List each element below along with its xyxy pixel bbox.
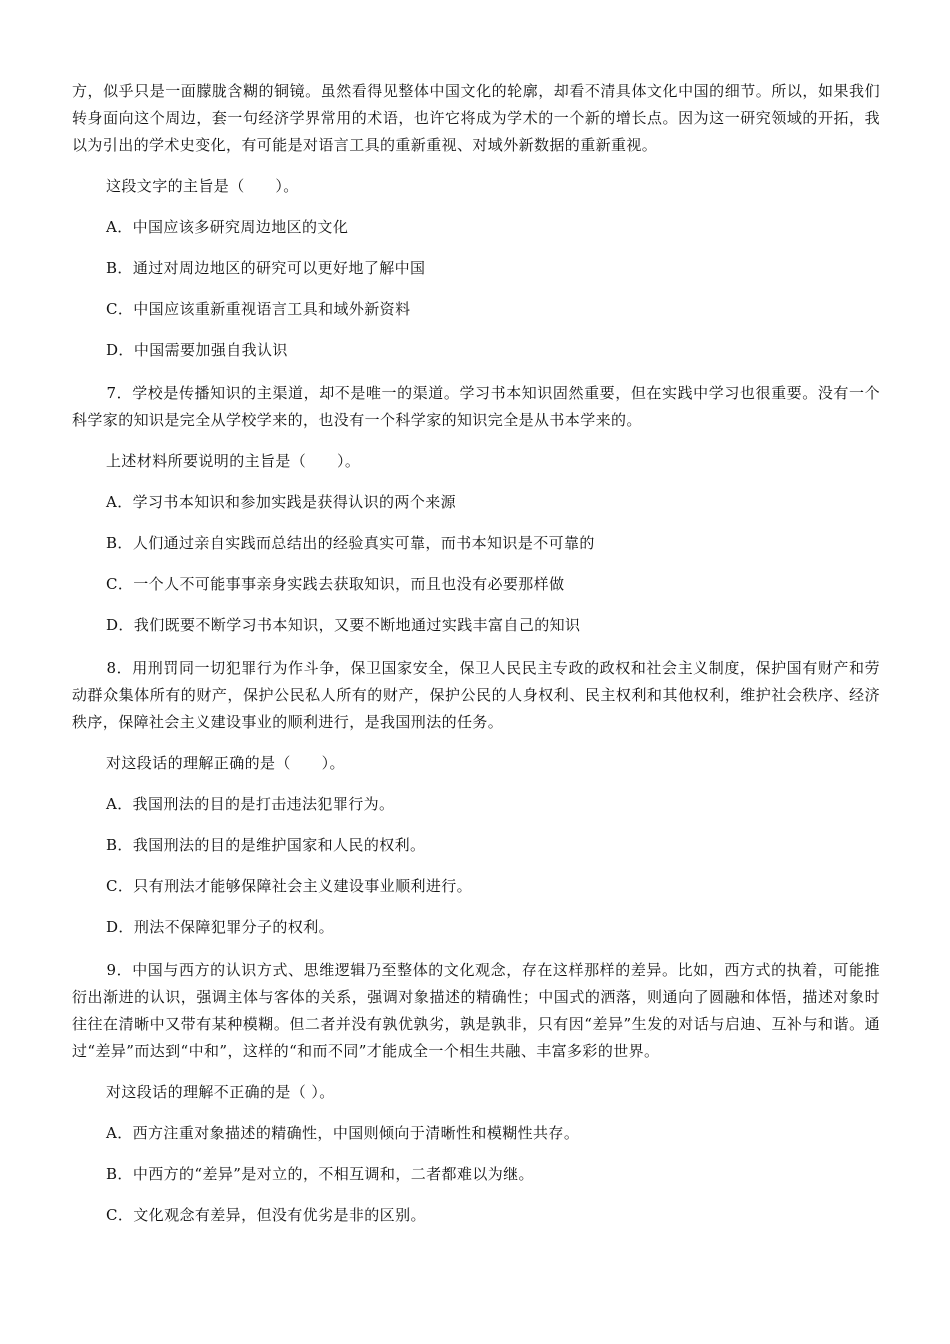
q9-passage: 9．中国与西方的认识方式、思维逻辑乃至整体的文化观念，存在这样那样的差异。比如，西方式的执着，可能推衍出渐进的认识，强调主体与客体的关系，强调对象描述的精确性；中国式的洒落，则通向了圆融和体悟，描述对象时往往在清晰中又带有某种模糊。但二者并没有孰优孰劣，孰是孰非，只有因“差异”生发的对话与启迪、互补与和谐。通过“差异”而达到“中和”，这样的“和而不同”才能成全一个相生共融、丰富多彩的世界。: [72, 961, 880, 1060]
q7-option-b: B．人们通过亲自实践而总结出的经验真实可靠，而书本知识是不可靠的: [106, 534, 595, 552]
q9-option-b: B．中西方的“差异”是对立的，不相互调和，二者都难以为继。: [106, 1165, 534, 1183]
q8-option-c: C．只有刑法才能够保障社会主义建设事业顺利进行。: [106, 877, 473, 895]
q6-option-a: A．中国应该多研究周边地区的文化: [106, 218, 349, 236]
q8-option-d: D．刑法不保障犯罪分子的权利。: [106, 918, 335, 936]
q7-passage: 7．学校是传播知识的主渠道，却不是唯一的渠道。学习书本知识固然重要，但在实践中学习也很重要。没有一个科学家的知识是完全从学校学来的，也没有一个科学家的知识完全是从书本学来的。: [72, 384, 880, 429]
q8-option-a: A．我国刑法的目的是打击违法犯罪行为。: [106, 795, 395, 813]
intro-paragraph: 方，似乎只是一面朦胧含糊的铜镜。虽然看得见整体中国文化的轮廓，却看不清具体文化中国的细节。所以，如果我们转身面向这个周边，套一句经济学界常用的术语，也许它将成为学术的一个新的增长点。因为这一研究领域的开拓，我以为引出的学术史变化，有可能是对语言工具的重新重视、对域外新数据的重新重视。: [72, 82, 880, 154]
document-page: [72, 78, 880, 1229]
q7-option-d: D．我们既要不断学习书本知识，又要不断地通过实践丰富自己的知识: [106, 616, 581, 634]
q9-option-c: C．文化观念有差异，但没有优劣是非的区别。: [106, 1206, 426, 1224]
q7-option-c: C．一个人不可能事事亲身实践去获取知识，而且也没有必要那样做: [106, 575, 565, 593]
q8-passage: 8．用刑罚同一切犯罪行为作斗争，保卫国家安全，保卫人民民主专政的政权和社会主义制度，保护国有财产和劳动群众集体所有的财产，保护公民私人所有的财产，保护公民的人身权利、民主权利和其他权利，维护社会秩序、经济秩序，保障社会主义建设事业的顺利进行，是我国刑法的任务。: [72, 659, 880, 731]
q9-option-a: A．西方注重对象描述的精确性，中国则倾向于清晰性和模糊性共存。: [106, 1124, 580, 1142]
q6-stem: 这段文字的主旨是（ ）。: [106, 177, 299, 195]
q6-option-d: D．中国需要加强自我认识: [106, 341, 288, 359]
q8-stem: 对这段话的理解正确的是（ ）。: [106, 754, 345, 772]
q7-stem: 上述材料所要说明的主旨是（ ）。: [106, 452, 361, 470]
q6-option-c: C．中国应该重新重视语言工具和域外新资料: [106, 300, 411, 318]
q7-option-a: A．学习书本知识和参加实践是获得认识的两个来源: [106, 493, 457, 511]
q9-stem: 对这段话的理解不正确的是（ ）。: [106, 1083, 335, 1101]
q8-option-b: B．我国刑法的目的是维护国家和人民的权利。: [106, 836, 426, 854]
q6-option-b: B．通过对周边地区的研究可以更好地了解中国: [106, 259, 426, 277]
